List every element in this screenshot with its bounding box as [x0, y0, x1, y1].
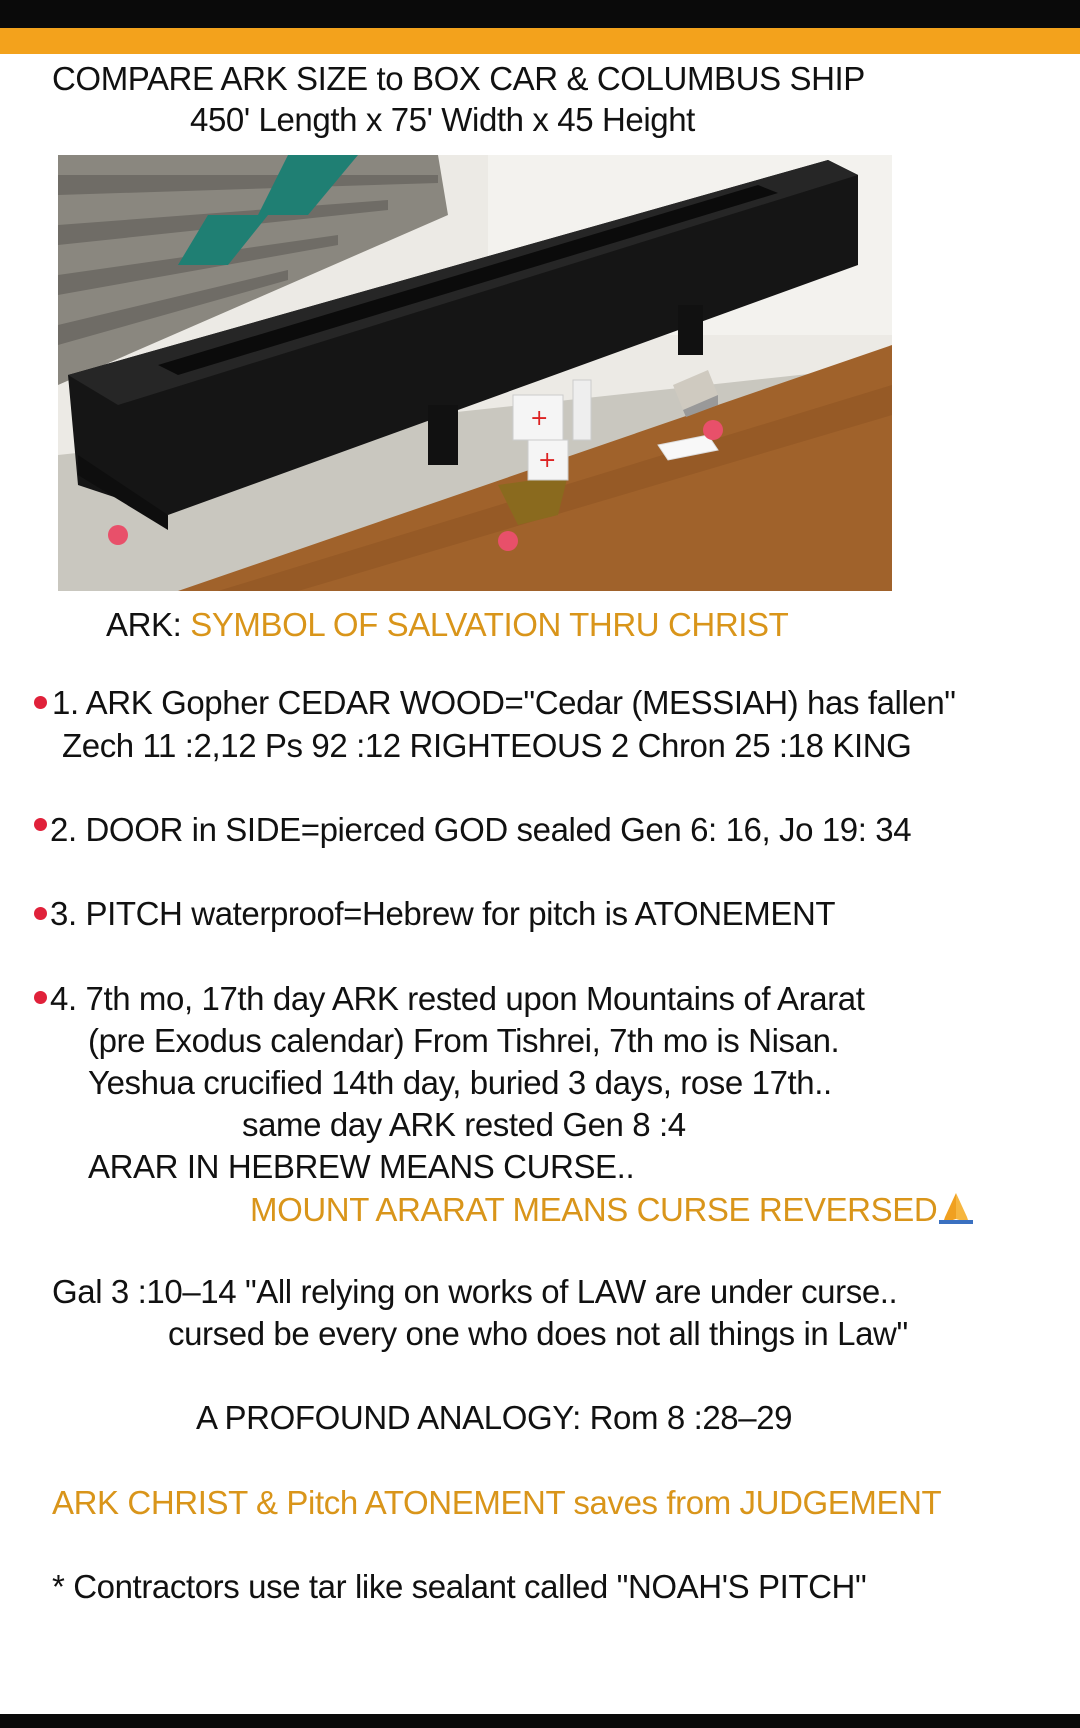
point-4-line-3: Yeshua crucified 14th day, buried 3 days, rose 17th.. [88, 1064, 832, 1101]
symbol-label: ARK: [106, 606, 191, 643]
header-title: COMPARE ARK SIZE to BOX CAR & COLUMBUS SHIP [52, 60, 865, 97]
bullet-4 [34, 991, 47, 1004]
bullet-3 [34, 907, 47, 920]
bullet-2 [34, 818, 47, 831]
svg-text:+: + [538, 448, 557, 473]
point-4-line-6 [250, 1191, 975, 1229]
bottom-black-bar [0, 1714, 1080, 1728]
footnote-line: * Contractors use tar like sealant called "NOAH'S PITCH" [52, 1568, 867, 1605]
point-1-line-2: Zech 11 :2,12 Ps 92 :12 RIGHTEOUS 2 Chron 25 :18 KING [62, 727, 912, 764]
point-1-line-1: 1. ARK Gopher CEDAR WOOD="Cedar (MESSIAH) has fallen" [52, 684, 956, 721]
point-4-line-4: same day ARK rested Gen 8 :4 [242, 1106, 686, 1143]
saves-line: ARK CHRIST & Pitch ATONEMENT saves from JUDGEMENT [52, 1484, 942, 1521]
ark-comparison-photo [58, 155, 892, 591]
curse-reversed-text: MOUNT ARARAT MEANS CURSE REVERSED [250, 1191, 938, 1228]
point-4-line-5: ARAR IN HEBREW MEANS CURSE.. [88, 1148, 635, 1185]
symbol-line [106, 606, 788, 644]
svg-text:+: + [530, 406, 549, 431]
point-2-line-1: 2. DOOR in SIDE=pierced GOD sealed Gen 6: 16, Jo 19: 34 [50, 811, 912, 848]
point-4-line-1: 4. 7th mo, 17th day ARK rested upon Mountains of Ararat [50, 980, 865, 1017]
symbol-text: SYMBOL OF SALVATION THRU CHRIST [190, 606, 789, 643]
bullet-1 [34, 696, 47, 709]
point-4-line-2: (pre Exodus calendar) From Tishrei, 7th mo is Nisan. [88, 1022, 840, 1059]
gal-line-1: Gal 3 :10–14 "All relying on works of LAW are under curse.. [52, 1273, 898, 1310]
header-dimensions: 450' Length x 75' Width x 45 Height [190, 101, 695, 138]
praying-hands-icon [937, 1191, 975, 1225]
top-black-bar [0, 0, 1080, 28]
point-3-line-1: 3. PITCH waterproof=Hebrew for pitch is ATONEMENT [50, 895, 836, 932]
gal-line-2: cursed be every one who does not all things in Law" [168, 1315, 908, 1352]
orange-accent-bar [0, 28, 1080, 54]
analogy-line: A PROFOUND ANALOGY: Rom 8 :28–29 [196, 1399, 793, 1436]
